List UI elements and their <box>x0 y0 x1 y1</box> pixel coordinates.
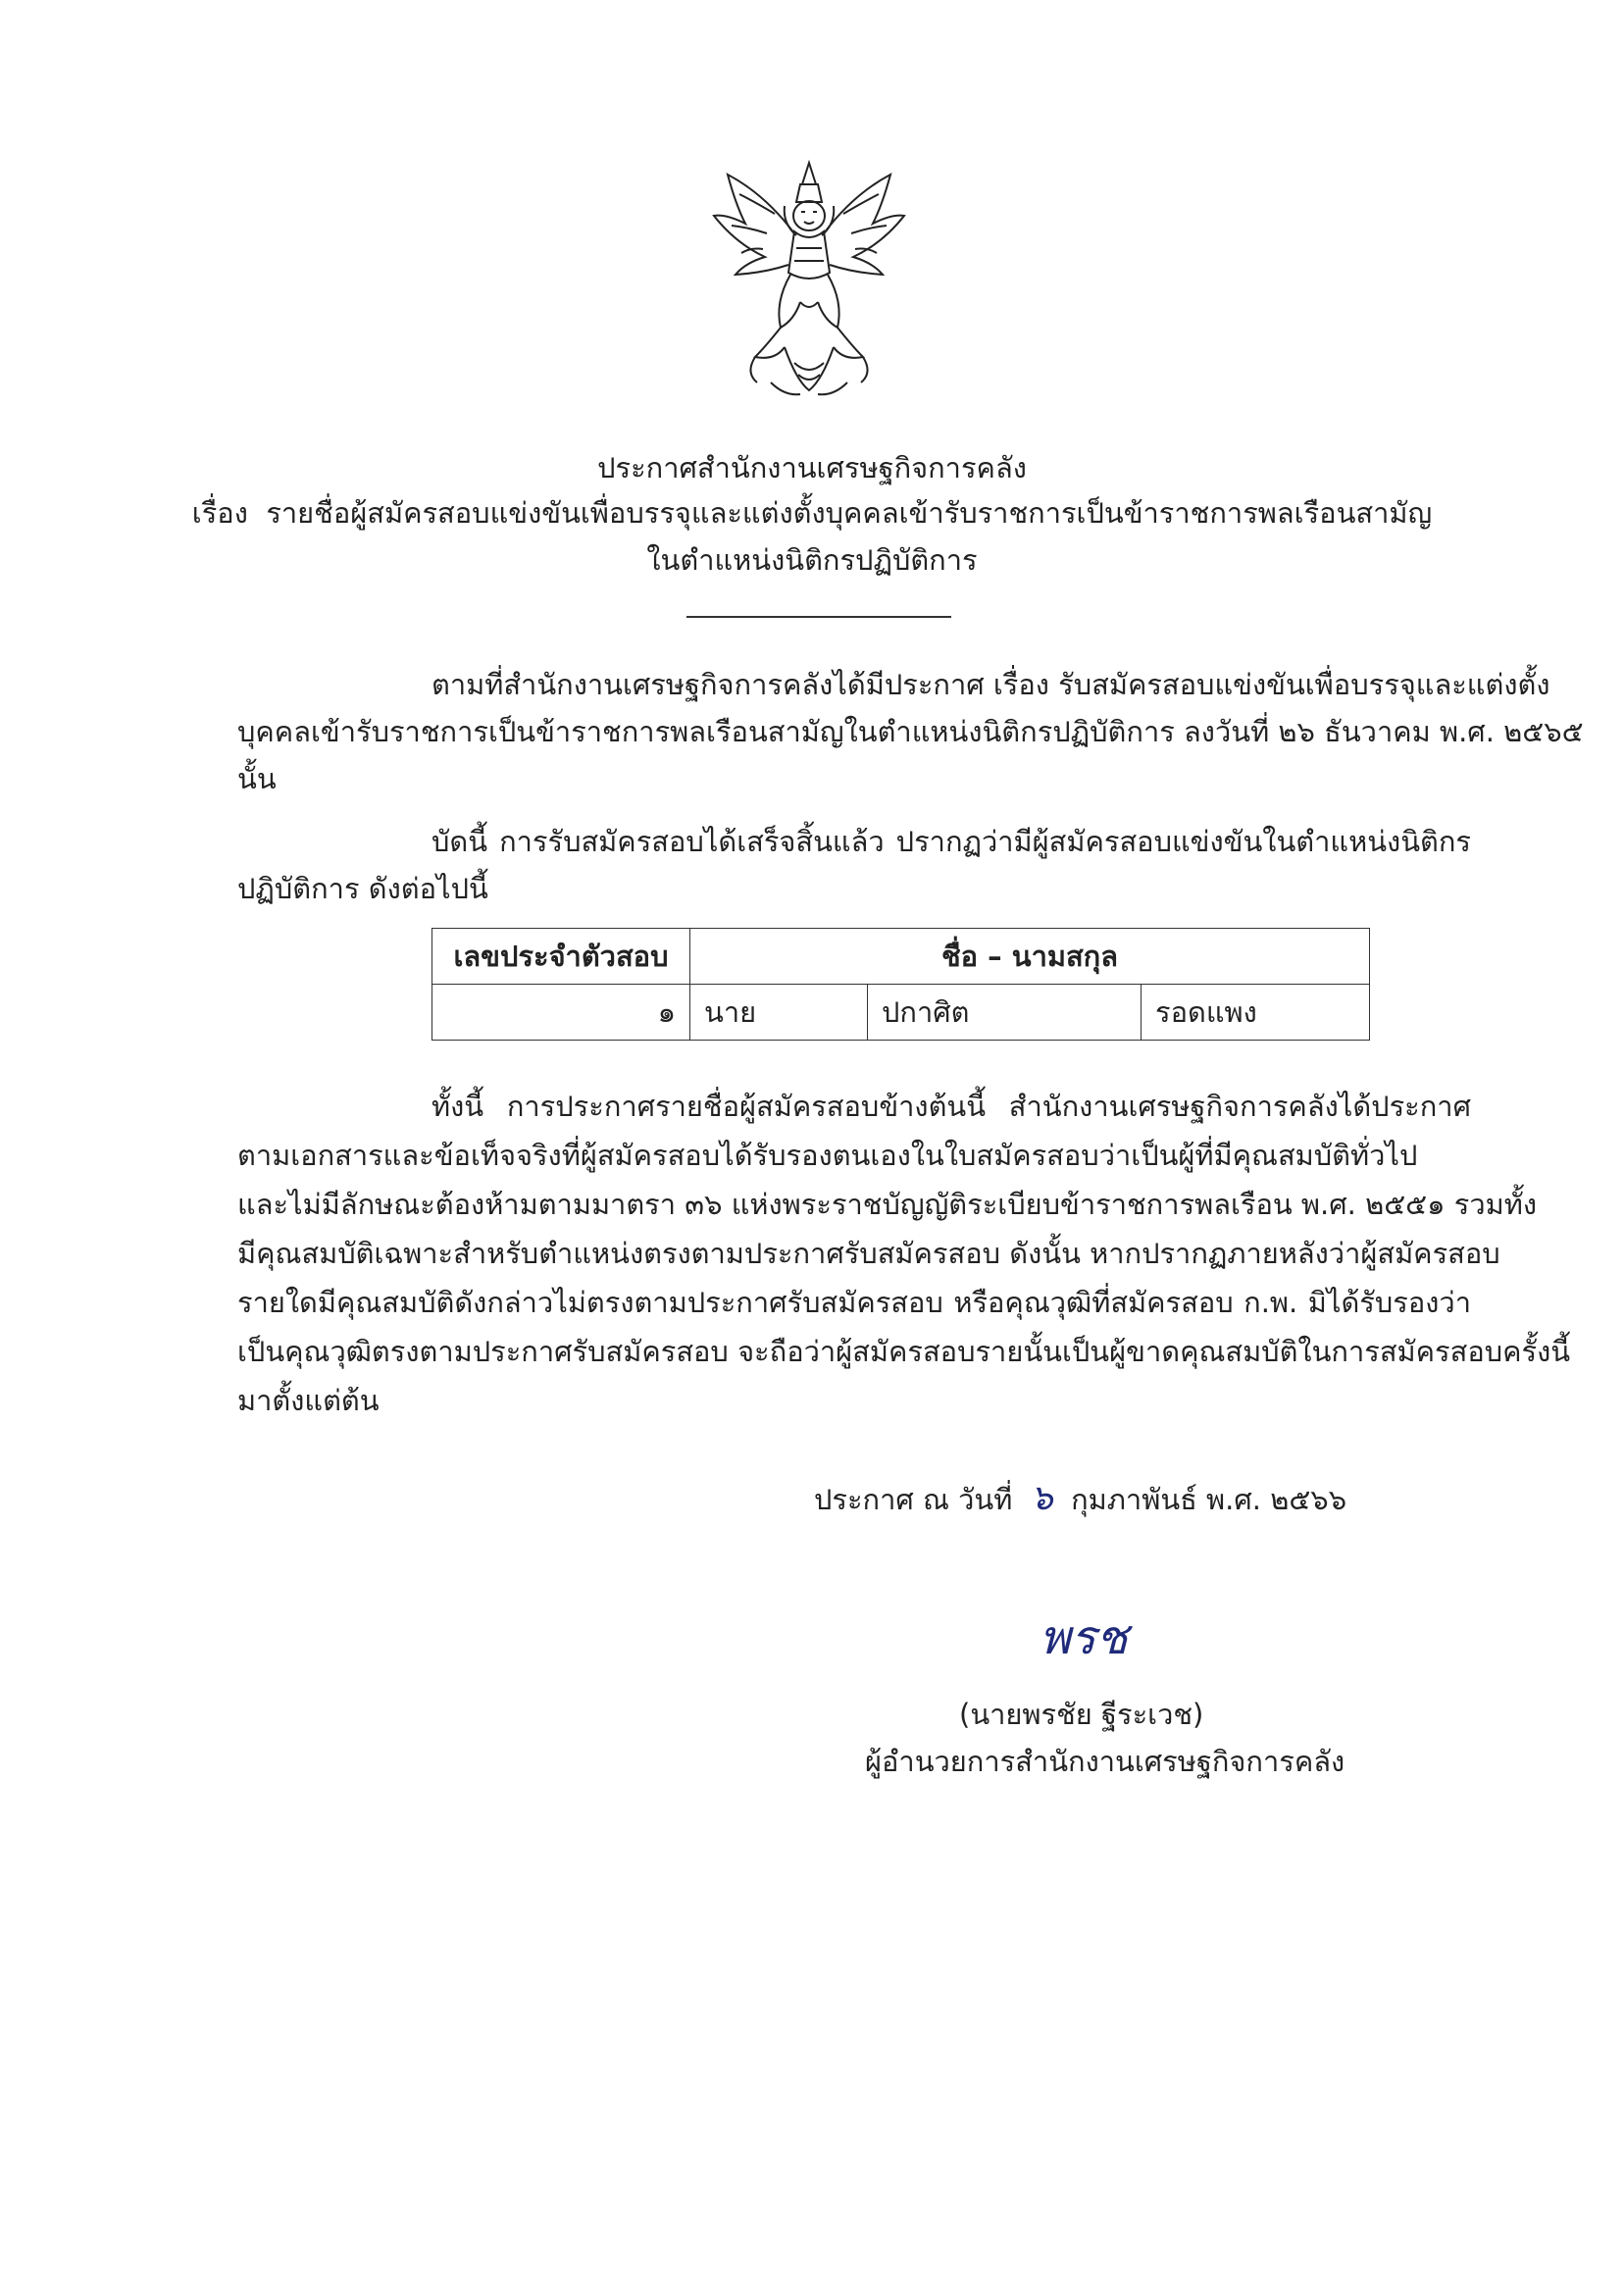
date-month-year: กุมภาพันธ์ พ.ศ. ๒๕๖๖ <box>1071 1483 1347 1516</box>
para3-line-6: เป็นคุณวุฒิตรงตามประกาศรับสมัครสอบ จะถือว่าผู้สมัครสอบรายนั้นเป็นผู้ขาดคุณสมบัติในการสมัครสอบครั้งนี้ <box>237 1335 1571 1368</box>
header-divider <box>686 616 951 618</box>
para2-line-2: ปฏิบัติการ ดังต่อไปนี้ <box>237 872 488 905</box>
para3-line-3: และไม่มีลักษณะต้องห้ามตามมาตรา ๓๖ แห่งพระราชบัญญัติระเบียบข้าราชการพลเรือน พ.ศ. ๒๕๕๑ รวมทั้ง <box>237 1188 1537 1221</box>
subject-line-1 <box>0 494 1624 532</box>
cell-exam-id: ๑ <box>432 985 690 1041</box>
header-exam-id: เลขประจำตัวสอบ <box>432 929 690 985</box>
subject-prefix: เรื่อง <box>191 496 248 530</box>
subject-text-1: รายชื่อผู้สมัครสอบแข่งขันเพื่อบรรจุและแต่งตั้งบุคคลเข้ารับราชการเป็นข้าราชการพลเรือนสามัญ <box>266 496 1433 530</box>
para3-line-7: มาตั้งแต่ต้น <box>237 1384 380 1417</box>
para3-line-4: มีคุณสมบัติเฉพาะสำหรับตำแหน่งตรงตามประกาศรับสมัครสอบ ดังนั้น หากปรากฏภายหลังว่าผู้สมัครสอบ <box>237 1237 1500 1270</box>
para3-line-5: รายใดมีคุณสมบัติดังกล่าวไม่ตรงตามประกาศรับสมัครสอบ หรือคุณวุฒิที่สมัครสอบ ก.พ. มิได้รับรองว่า <box>237 1286 1471 1319</box>
garuda-emblem <box>706 155 912 405</box>
table-row <box>432 985 1370 1041</box>
handwritten-day: ๖ <box>1030 1478 1053 1518</box>
announcement-date <box>814 1479 1346 1519</box>
para1-line-3: นั้น <box>237 762 277 795</box>
para3-line-2: ตามเอกสารและข้อเท็จจริงที่ผู้สมัครสอบได้รับรองตนเองในใบสมัครสอบว่าเป็นผู้ที่มีคุณสมบัติทั่วไป <box>237 1139 1418 1172</box>
signatory-position: ผู้อำนวยการสำนักงานเศรษฐกิจการคลัง <box>865 1745 1345 1778</box>
date-prefix: ประกาศ ณ วันที่ <box>814 1483 1013 1516</box>
para3-line-1: ทั้งนี้ การประกาศรายชื่อผู้สมัครสอบข้างต้นนี้ สำนักงานเศรษฐกิจการคลังได้ประกาศ <box>431 1090 1471 1123</box>
signatory-name: (นายพรชัย ฐีระเวช) <box>959 1698 1204 1731</box>
subject-line-2: ในตำแหน่งนิติกรปฏิบัติการ <box>646 543 978 577</box>
cell-name-prefix: นาย <box>690 985 868 1041</box>
para1-line-2: บุคคลเข้ารับราชการเป็นข้าราชการพลเรือนสามัญในตำแหน่งนิติกรปฏิบัติการ ลงวันที่ ๒๖ ธันวาคม พ.ศ. ๒๕๖๕ <box>237 715 1584 748</box>
cell-last-name: รอดแพง <box>1142 985 1370 1041</box>
table-header-row <box>432 929 1370 985</box>
candidate-table <box>431 928 1370 1041</box>
para1-line-1: ตามที่สำนักงานเศรษฐกิจการคลังได้มีประกาศ เรื่อง รับสมัครสอบแข่งขันเพื่อบรรจุและแต่งตั้ง <box>431 668 1550 701</box>
para2-line-1: บัดนี้ การรับสมัครสอบได้เสร็จสิ้นแล้ว ปรากฏว่ามีผู้สมัครสอบแข่งขันในตำแหน่งนิติกร <box>431 825 1471 858</box>
signature-scribble: พรช <box>1040 1610 1128 1665</box>
header-full-name: ชื่อ – นามสกุล <box>690 929 1370 985</box>
announcement-title: ประกาศสำนักงานเศรษฐกิจการคลัง <box>597 451 1027 484</box>
cell-first-name: ปกาศิต <box>868 985 1142 1041</box>
